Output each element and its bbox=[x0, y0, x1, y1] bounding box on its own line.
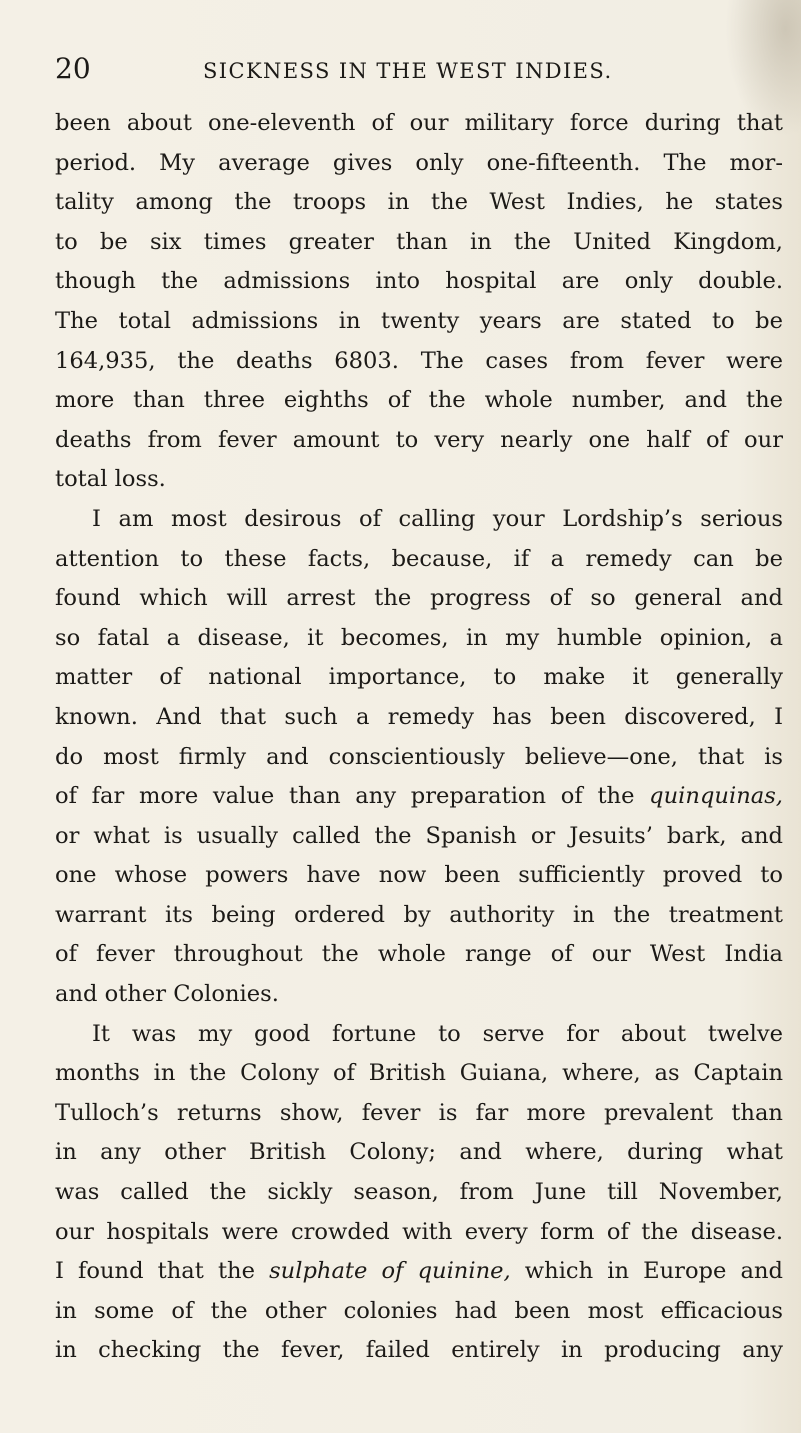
running-head: SICKNESS IN THE WEST INDIES. bbox=[203, 59, 613, 83]
text-line: to be six times greater than in the United Kingdom, bbox=[55, 228, 783, 255]
text-segment: I found that the bbox=[55, 1258, 255, 1285]
text-line: or what is usually called the Spanish or Jesuits’ bark, and bbox=[55, 822, 783, 849]
text-line: total loss. bbox=[55, 466, 166, 493]
text-line: do most firmly and conscientiously believe—one, that is bbox=[55, 743, 783, 770]
text-line: warrant its being ordered by authority in the treatment bbox=[55, 901, 783, 928]
text-line: matter of national importance, to make it generally bbox=[55, 664, 783, 691]
text-line: of fever throughout the whole range of our West India bbox=[55, 941, 783, 968]
text-line: more than three eighths of the whole number, and the bbox=[55, 387, 783, 414]
italic-term: quinquinas, bbox=[649, 783, 783, 810]
text-line: 164,935, the deaths 6803. The cases from fever were bbox=[55, 347, 783, 374]
text-line: attention to these facts, because, if a remedy can be bbox=[55, 545, 783, 572]
text-line: tality among the troops in the West Indies, he states bbox=[55, 189, 783, 216]
text-line: It was my good fortune to serve for about twelve bbox=[92, 1020, 783, 1047]
text-line: Tulloch’s returns show, fever is far more prevalent than bbox=[55, 1099, 783, 1126]
text-line: found which will arrest the progress of so general and bbox=[55, 585, 783, 612]
text-segment: of far more value than any preparation of the bbox=[55, 783, 635, 810]
text-line: in some of the other colonies had been most efficacious bbox=[55, 1297, 783, 1324]
text-line: was called the sickly season, from June till November, bbox=[55, 1179, 783, 1206]
text-line: The total admissions in twenty years are stated to be bbox=[55, 307, 783, 334]
text-line: one whose powers have now been sufficiently proved to bbox=[55, 862, 783, 889]
text-line: known. And that such a remedy has been discovered, I bbox=[55, 703, 783, 730]
text-line: I am most desirous of calling your Lordship’s serious bbox=[92, 505, 783, 532]
text-line: though the admissions into hospital are only double. bbox=[55, 268, 783, 295]
body-text bbox=[55, 104, 783, 1371]
text-line: in any other British Colony; and where, during what bbox=[55, 1139, 783, 1166]
text-line: so fatal a disease, it becomes, in my humble opinion, a bbox=[55, 624, 783, 651]
text-line: months in the Colony of British Guiana, where, as Captain bbox=[55, 1060, 783, 1087]
text-line-with-italic bbox=[55, 1252, 783, 1292]
page-header bbox=[55, 52, 745, 92]
text-line: our hospitals were crowded with every form of the disease. bbox=[55, 1218, 783, 1245]
text-line-with-italic bbox=[55, 777, 783, 817]
text-line: period. My average gives only one-fifteenth. The mor- bbox=[55, 149, 783, 176]
text-segment: which in Europe and bbox=[524, 1258, 783, 1285]
italic-term: sulphate of quinine, bbox=[269, 1258, 511, 1285]
page-number: 20 bbox=[55, 52, 91, 85]
text-line: been about one-eleventh of our military force during that bbox=[55, 110, 783, 136]
text-line: and other Colonies. bbox=[55, 981, 279, 1008]
text-line: in checking the fever, failed entirely in producing any bbox=[55, 1337, 783, 1364]
text-line: deaths from fever amount to very nearly one half of our bbox=[55, 426, 783, 453]
